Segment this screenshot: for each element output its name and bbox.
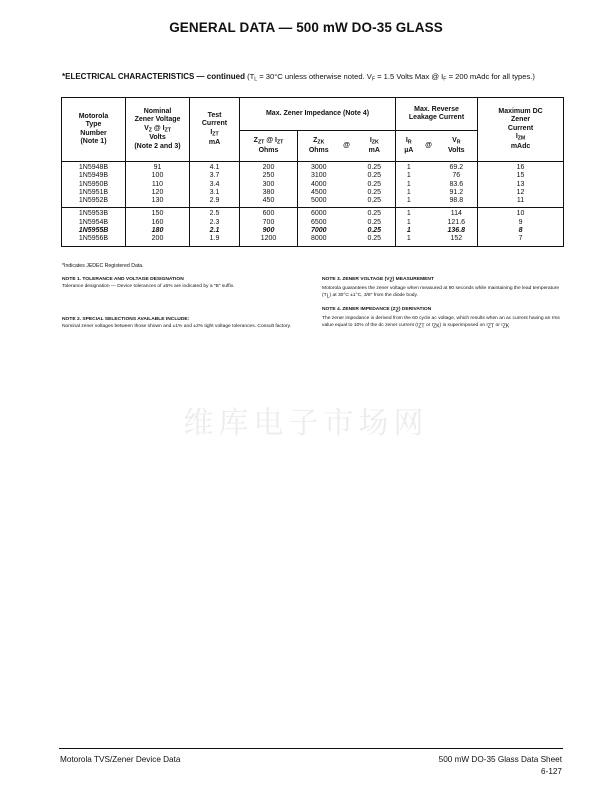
cell-type: 1N5950B	[62, 181, 126, 189]
cell-test-current: 3.4	[190, 181, 240, 189]
footer-divider	[59, 748, 563, 749]
cell-max-dc-current: 10	[478, 208, 564, 219]
cell-test-current: 2.1	[190, 227, 240, 235]
table-row	[62, 197, 564, 208]
table-row	[62, 227, 564, 235]
col-header-test-current: Test Current $I_{ZT}$ mA	[190, 98, 240, 162]
cell-zzt: 600	[240, 208, 298, 219]
cell-zzk: 6000	[298, 208, 340, 219]
cell-izk: 0.25	[354, 172, 396, 180]
footer-left: Motorola TVS/Zener Device Data	[60, 755, 181, 764]
cell-test-current: 1.9	[190, 235, 240, 246]
cell-ir: 1	[396, 197, 422, 208]
cell-nominal-voltage: 110	[126, 181, 190, 189]
cell-test-current: 2.5	[190, 208, 240, 219]
cell-vr: 83.6	[436, 181, 478, 189]
cell-at	[340, 197, 354, 208]
cell-zzt: 450	[240, 197, 298, 208]
cell-at	[340, 162, 354, 173]
cell-type: 1N5949B	[62, 172, 126, 180]
cell-izk: 0.25	[354, 208, 396, 219]
cell-izk: 0.25	[354, 181, 396, 189]
col-header-at-symbol: @	[422, 131, 436, 162]
col-header-max-dc-current: Maximum DC Zener Current $I_{ZM}$ mAdc	[478, 98, 564, 162]
cell-zzk: 3100	[298, 172, 340, 180]
page-title: GENERAL DATA — 500 mW DO-35 GLASS	[169, 20, 443, 35]
note-3-title: NOTE 3. ZENER VOLTAGE (VZ) MEASUREMENT	[322, 277, 434, 284]
table-caption: *ELECTRICAL CHARACTERISTICS — continued ($T_L = 30^\circ C$ unless otherwise noted. $V_F = 1.5$ Volts Max @ $I_F = 200$ mAdc for all types.)	[62, 72, 535, 83]
table-row	[62, 208, 564, 219]
cell-at	[340, 181, 354, 189]
table-row	[62, 235, 564, 246]
cell-vr: 121.6	[436, 219, 478, 227]
cell-zzk: 4500	[298, 189, 340, 197]
cell-vr: 136.8	[436, 227, 478, 235]
cell-at	[422, 235, 436, 246]
cell-at	[340, 208, 354, 219]
cell-at	[422, 172, 436, 180]
cell-test-current: 3.7	[190, 172, 240, 180]
cell-nominal-voltage: 160	[126, 219, 190, 227]
cell-zzk: 5000	[298, 197, 340, 208]
cell-max-dc-current: 13	[478, 181, 564, 189]
col-header-zzk: $Z_{ZK}$ Ohms	[298, 131, 340, 162]
note-2-title: NOTE 2. SPECIAL SELECTIONS AVAILABLE INCLUDE:	[62, 317, 190, 322]
cell-nominal-voltage: 100	[126, 172, 190, 180]
jedec-footnote: *Indicates JEDEC Registered Data.	[62, 263, 144, 269]
cell-test-current: 2.9	[190, 197, 240, 208]
cell-izk: 0.25	[354, 189, 396, 197]
col-header-ir: $I_R$ µA	[396, 131, 422, 162]
cell-zzt: 250	[240, 172, 298, 180]
cell-vr: 152	[436, 235, 478, 246]
table-row	[62, 181, 564, 189]
cell-nominal-voltage: 200	[126, 235, 190, 246]
cell-zzt: 1200	[240, 235, 298, 246]
cell-type: 1N5953B	[62, 208, 126, 219]
cell-zzk: 7000	[298, 227, 340, 235]
note-4-body: The zener impedance is derived from the 60 cycle ac voltage, which results when an ac current having an rms value equal to 10% of the dc zener current (IZT or IZK) is superimposed on IZT or IZK	[322, 315, 560, 329]
note-2	[62, 316, 327, 330]
cell-nominal-voltage: 180	[126, 227, 190, 235]
cell-vr: 114	[436, 208, 478, 219]
cell-at	[422, 227, 436, 235]
cell-type: 1N5955B	[62, 227, 126, 235]
note-1	[62, 276, 317, 290]
cell-max-dc-current: 15	[478, 172, 564, 180]
cell-at	[422, 181, 436, 189]
cell-at	[340, 227, 354, 235]
col-header-vr: $V_R$ Volts	[436, 131, 478, 162]
cell-test-current: 4.1	[190, 162, 240, 173]
cell-type: 1N5952B	[62, 197, 126, 208]
cell-ir: 1	[396, 189, 422, 197]
cell-nominal-voltage: 91	[126, 162, 190, 173]
cell-max-dc-current: 9	[478, 219, 564, 227]
table-row	[62, 162, 564, 173]
cell-at	[340, 219, 354, 227]
note-3-body: Motorola guarantees the zener voltage when measured at 90 seconds while maintaining the lead temperature (TL) at 30°C ±1°C, 3/8″ from the diode body.	[322, 285, 560, 299]
cell-zzt: 200	[240, 162, 298, 173]
cell-nominal-voltage: 150	[126, 208, 190, 219]
cell-ir: 1	[396, 172, 422, 180]
note-4-title: NOTE 4. ZENER IMPEDANCE (ZZ) DERIVATION	[322, 307, 432, 314]
cell-test-current: 2.3	[190, 219, 240, 227]
cell-type: 1N5951B	[62, 189, 126, 197]
col-header-zzt: $Z_{ZT}$ @ $I_{ZT}$ Ohms	[240, 131, 298, 162]
cell-max-dc-current: 12	[478, 189, 564, 197]
cell-zzk: 4000	[298, 181, 340, 189]
col-header-type: Motorola Type Number (Note 1)	[62, 98, 126, 162]
cell-at	[422, 197, 436, 208]
cell-zzk: 8000	[298, 235, 340, 246]
cell-nominal-voltage: 130	[126, 197, 190, 208]
cell-vr: 98.8	[436, 197, 478, 208]
cell-izk: 0.25	[354, 219, 396, 227]
cell-vr: 76	[436, 172, 478, 180]
note-2-body: Nominal zener voltages between those shown and ±1% and ±2% tight voltage tolerances. Consult factory.	[62, 324, 292, 329]
cell-vr: 69.2	[436, 162, 478, 173]
electrical-characteristics-table	[61, 97, 564, 247]
cell-ir: 1	[396, 208, 422, 219]
cell-at	[340, 189, 354, 197]
cell-max-dc-current: 16	[478, 162, 564, 173]
cell-max-dc-current: 7	[478, 235, 564, 246]
cell-zzt: 900	[240, 227, 298, 235]
page-number: 6-127	[541, 767, 562, 776]
cell-zzt: 300	[240, 181, 298, 189]
cell-izk: 0.25	[354, 227, 396, 235]
table-body	[62, 162, 564, 247]
caption-heading: *ELECTRICAL CHARACTERISTICS — continued	[62, 72, 245, 81]
cell-izk: 0.25	[354, 197, 396, 208]
note-1-title: NOTE 1. TOLERANCE AND VOLTAGE DESIGNATION	[62, 277, 184, 282]
cell-ir: 1	[396, 227, 422, 235]
cell-at	[422, 219, 436, 227]
cell-ir: 1	[396, 235, 422, 246]
col-header-nominal-voltage: Nominal Zener Voltage $V_Z$ @ $I_{ZT}$ Volts (Note 2 and 3)	[126, 98, 190, 162]
table-row	[62, 189, 564, 197]
cell-ir: 1	[396, 181, 422, 189]
cell-zzt: 700	[240, 219, 298, 227]
note-3	[322, 276, 564, 300]
cell-vr: 91.2	[436, 189, 478, 197]
cell-max-dc-current: 11	[478, 197, 564, 208]
cell-at	[422, 189, 436, 197]
cell-at	[340, 172, 354, 180]
col-header-at-symbol: @	[340, 131, 354, 162]
cell-type: 1N5954B	[62, 219, 126, 227]
cell-ir: 1	[396, 219, 422, 227]
cell-type: 1N5948B	[62, 162, 126, 173]
cell-at	[422, 208, 436, 219]
cell-izk: 0.25	[354, 235, 396, 246]
cell-nominal-voltage: 120	[126, 189, 190, 197]
cell-type: 1N5956B	[62, 235, 126, 246]
note-1-body: Tolerance designation — Device tolerances of ±5% are indicated by a “B” suffix.	[62, 284, 235, 289]
cell-izk: 0.25	[354, 162, 396, 173]
cell-zzk: 6500	[298, 219, 340, 227]
watermark: 维库电子市场网	[183, 406, 429, 441]
col-group-leakage: Max. Reverse Leakage Current	[396, 98, 478, 131]
cell-ir: 1	[396, 162, 422, 173]
cell-at	[422, 162, 436, 173]
table-row	[62, 219, 564, 227]
table-row	[62, 172, 564, 180]
footer-right: 500 mW DO-35 Glass Data Sheet	[438, 755, 562, 764]
col-header-izk: $I_{ZK}$ mA	[354, 131, 396, 162]
cell-test-current: 3.1	[190, 189, 240, 197]
cell-max-dc-current: 8	[478, 227, 564, 235]
cell-zzt: 380	[240, 189, 298, 197]
cell-at	[340, 235, 354, 246]
cell-zzk: 3000	[298, 162, 340, 173]
note-4	[322, 306, 564, 330]
col-group-impedance: Max. Zener Impedance (Note 4)	[240, 98, 396, 131]
